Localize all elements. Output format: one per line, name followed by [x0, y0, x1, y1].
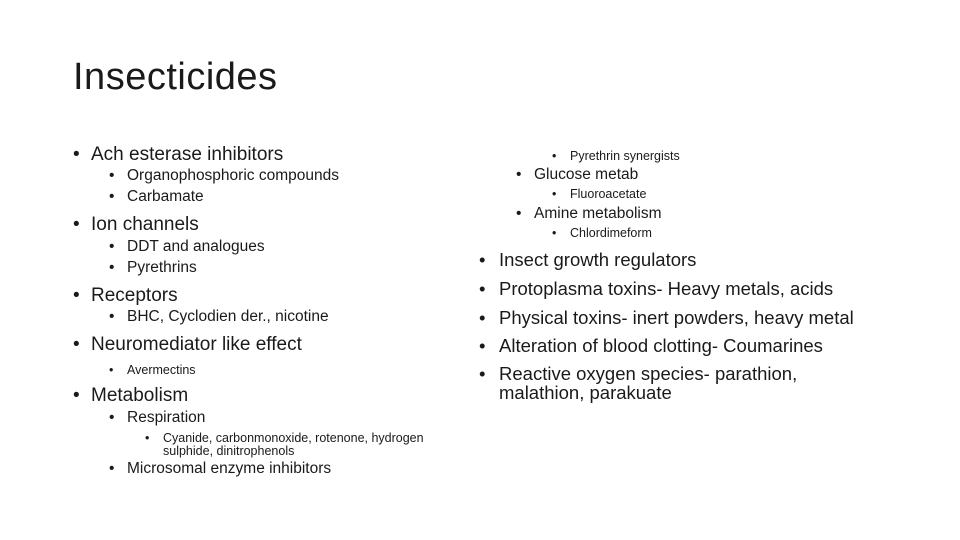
list-item-neuromediator — [73, 335, 302, 355]
bullet-icon: • — [109, 460, 115, 477]
list-item-avermectins — [109, 364, 196, 377]
item-label: Microsomal enzyme inhibitors — [127, 460, 332, 477]
item-label: Reactive oxygen species- parathion, — [499, 363, 798, 384]
item-label: Chlordimeform — [570, 226, 652, 240]
bullet-icon: • — [552, 149, 557, 163]
item-label: Pyrethrins — [127, 259, 197, 276]
item-label: Protoplasma toxins- Heavy metals, acids — [499, 278, 834, 299]
item-label-continuation: malathion, parakuate — [499, 382, 672, 404]
list-item-ach-esterase — [73, 145, 283, 165]
item-label: Organophosphoric compounds — [127, 167, 339, 184]
item-label: Ach esterase inhibitors — [91, 144, 284, 165]
list-item-reactive-oxygen — [479, 364, 797, 403]
item-label: Fluoroacetate — [570, 187, 647, 201]
item-label: Neuromediator like effect — [91, 334, 302, 355]
item-label: Alteration of blood clotting- Coumarines — [499, 335, 823, 356]
item-label: Receptors — [91, 285, 178, 306]
slide-title: Insecticides — [73, 56, 278, 98]
bullet-icon: • — [73, 144, 80, 165]
bullet-icon: • — [552, 226, 557, 240]
bullet-icon: • — [109, 308, 115, 325]
item-label: Respiration — [127, 409, 206, 426]
bullet-icon: • — [109, 188, 115, 205]
list-item-cyanide — [145, 432, 424, 458]
item-label: Cyanide, carbonmonoxide, rotenone, hydrogen — [163, 431, 424, 445]
bullet-icon: • — [479, 278, 486, 299]
item-label: Avermectins — [127, 363, 196, 377]
item-label: Amine metabolism — [534, 205, 662, 222]
bullet-icon: • — [479, 363, 486, 384]
bullet-icon: • — [109, 238, 115, 255]
bullet-icon: • — [109, 167, 115, 184]
list-item-ddt — [109, 239, 265, 255]
list-item-pyrethrin-synergists — [552, 150, 680, 163]
bullet-icon: • — [109, 409, 115, 426]
item-label: BHC, Cyclodien der., nicotine — [127, 308, 329, 325]
list-item-respiration — [109, 410, 205, 426]
bullet-icon: • — [552, 187, 557, 201]
list-item-alteration — [479, 336, 823, 355]
list-item-chlordimeform — [552, 227, 652, 240]
bullet-icon: • — [73, 385, 80, 406]
item-label: DDT and analogues — [127, 238, 265, 255]
bullet-icon: • — [516, 166, 522, 183]
bullet-icon: • — [479, 307, 486, 328]
list-item-glucose-metab — [516, 167, 638, 183]
list-item-fluoroacetate — [552, 188, 646, 201]
bullet-icon: • — [145, 431, 150, 445]
list-item-physical — [479, 308, 854, 327]
item-label: Carbamate — [127, 188, 204, 205]
list-item-metabolism — [73, 386, 188, 406]
bullet-icon: • — [516, 205, 522, 222]
item-label-continuation: sulphide, dinitrophenols — [163, 444, 295, 459]
list-item-ion-channels — [73, 215, 199, 235]
list-item-organophosphoric — [109, 168, 339, 184]
bullet-icon: • — [73, 285, 80, 306]
bullet-icon: • — [479, 249, 486, 270]
item-label: Pyrethrin synergists — [570, 149, 680, 163]
item-label: Glucose metab — [534, 166, 639, 183]
bullet-icon: • — [73, 334, 80, 355]
bullet-icon: • — [479, 335, 486, 356]
list-item-protoplasma — [479, 279, 833, 298]
bullet-icon: • — [109, 363, 114, 377]
item-label: Ion channels — [91, 214, 199, 235]
item-label: Metabolism — [91, 385, 189, 406]
item-label: Insect growth regulators — [499, 249, 697, 270]
bullet-icon: • — [73, 214, 80, 235]
list-item-receptors — [73, 286, 178, 306]
list-item-bhc — [109, 309, 329, 325]
list-item-amine-metabolism — [516, 206, 662, 222]
list-item-pyrethrins — [109, 260, 197, 276]
item-label: Physical toxins- inert powders, heavy metal — [499, 307, 854, 328]
bullet-icon: • — [109, 259, 115, 276]
list-item-microsomal — [109, 461, 331, 477]
list-item-carbamate — [109, 189, 204, 205]
list-item-insect-growth — [479, 250, 696, 269]
